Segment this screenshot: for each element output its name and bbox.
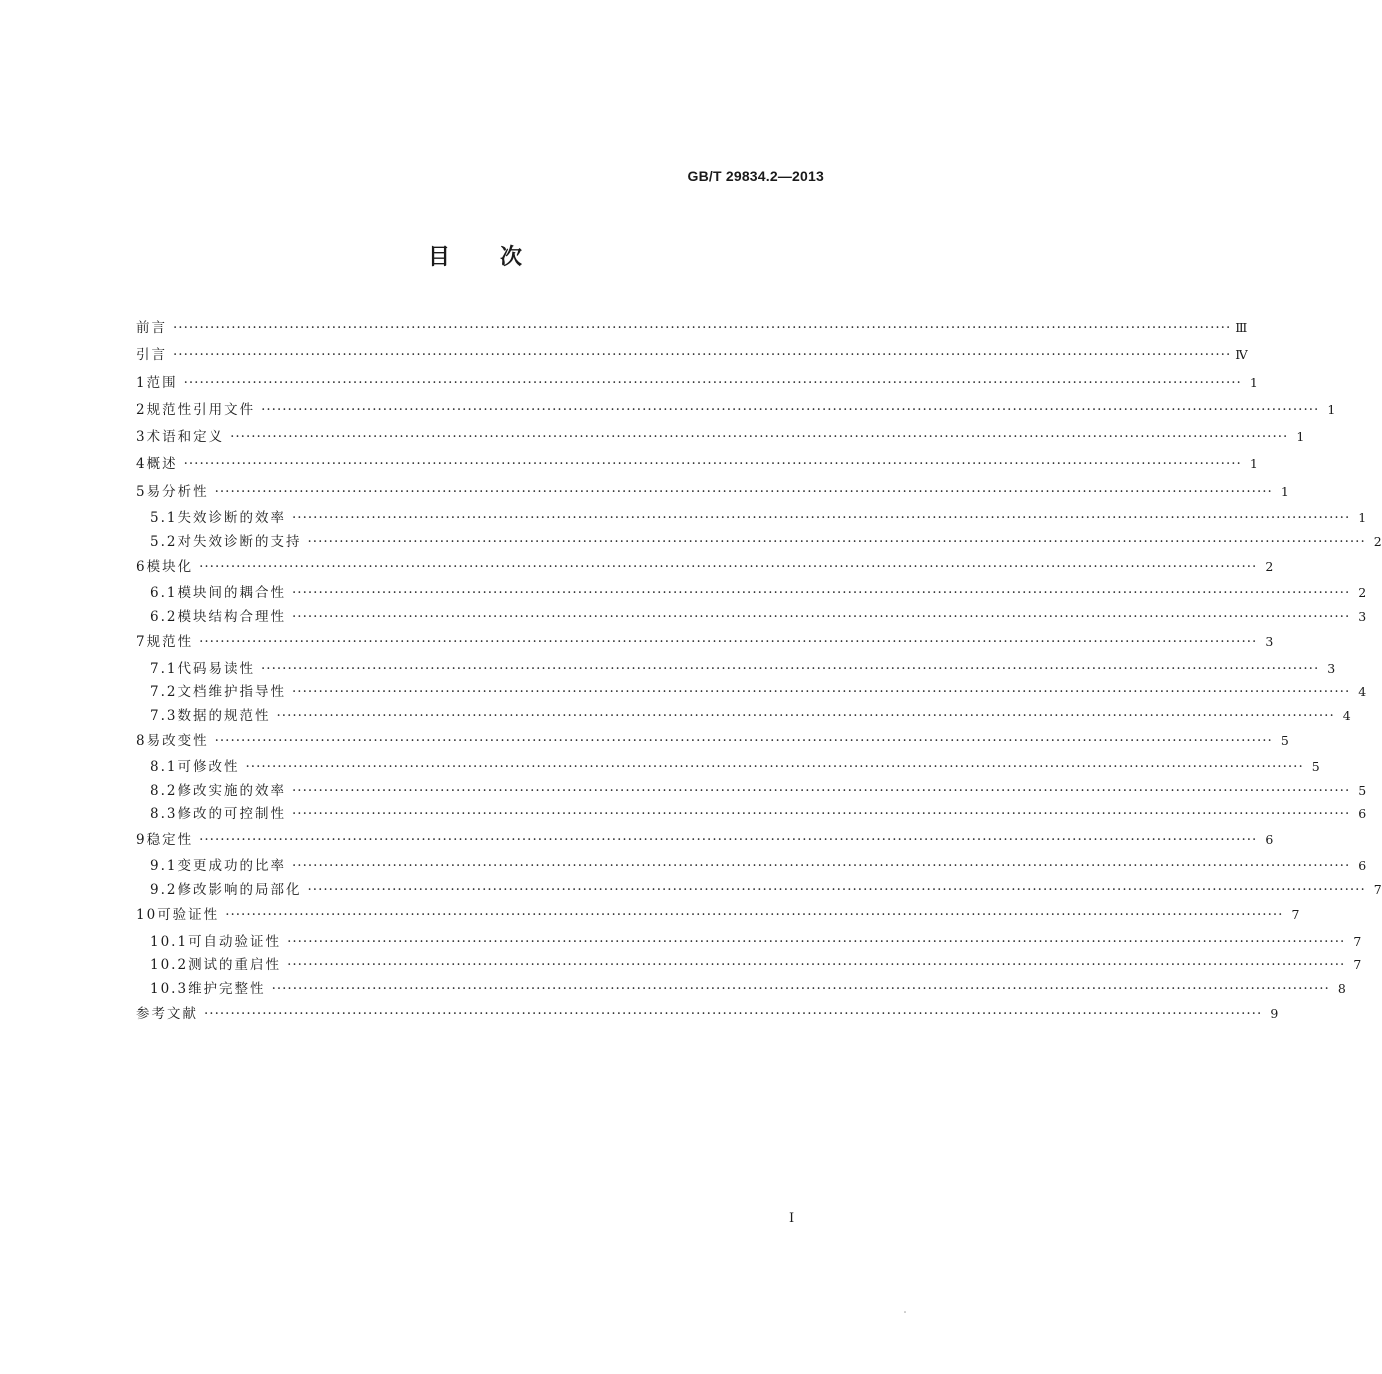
toc-entry-label: 稳定性 (146, 831, 194, 848)
dot-leader: ········································································································································································································ (271, 980, 1330, 997)
toc-entry-label: 术语和定义 (146, 429, 225, 446)
toc-entry-label: 前言 (136, 320, 167, 336)
toc-entry-label: 对失效诊断的支持 (177, 533, 302, 550)
toc-entry-page: 7 (1353, 933, 1362, 949)
toc-entry-label: 可修改性 (177, 759, 240, 776)
dot-leader: ········································································································································································································ (214, 733, 1273, 750)
page-title: 目次 (427, 245, 572, 270)
dot-leader: ········································································································································································································ (307, 881, 1366, 898)
toc-entry-label: 维护完整性 (188, 980, 266, 997)
toc-entry-page: Ⅲ (1235, 320, 1248, 335)
toc-subentry[interactable] (136, 605, 1367, 629)
toc-entry-page: 5 (1280, 733, 1289, 749)
toc-entry-label: 可自动验证性 (188, 933, 282, 950)
toc-entry-number: 9 (136, 831, 147, 848)
toc-entry-label: 概述 (146, 456, 178, 473)
dot-leader: ········································································································································································································ (291, 608, 1351, 625)
toc-entry[interactable] (136, 369, 1258, 396)
toc-entry-number: 5.2 (150, 533, 178, 550)
toc-subentry[interactable] (136, 977, 1346, 1001)
toc-entry[interactable] (136, 314, 1248, 341)
toc-entry-page: 7 (1353, 957, 1362, 973)
toc-entry-label: 失效诊断的效率 (177, 510, 286, 527)
dot-leader: ········································································································································································································ (291, 585, 1351, 602)
toc-entry-number: 7.3 (150, 707, 178, 724)
toc-entry-number: 8.3 (150, 806, 178, 823)
toc-entry-label: 测试的重启性 (188, 957, 282, 974)
dot-leader: ········································································································································································································ (291, 858, 1351, 875)
toc-entry-number: 10 (136, 907, 158, 924)
toc-entry-page: 6 (1358, 858, 1367, 874)
dot-leader: ········································································································································································································ (230, 429, 1289, 446)
toc-entry-label: 易分析性 (146, 483, 209, 500)
toc-entry-number: 9.1 (150, 858, 178, 875)
dot-leader: ········································································································································································································ (276, 707, 1335, 724)
toc-entry-page: 3 (1327, 660, 1336, 676)
toc-entry[interactable] (136, 628, 1274, 655)
toc-entry-number: 9.2 (150, 881, 178, 898)
toc-subentry[interactable] (136, 506, 1367, 530)
toc-entry[interactable] (136, 478, 1289, 505)
toc-entry-page: 8 (1337, 980, 1346, 996)
dot-leader: ········································································································································································································ (287, 933, 1346, 950)
toc-entry-label: 规范性引用文件 (146, 401, 256, 418)
dot-leader: ········································································································································································································ (204, 1006, 1263, 1023)
dot-leader: ········································································································································································································ (261, 401, 1320, 418)
toc-entry-page: 1 (1249, 456, 1258, 472)
toc-entry-label: 修改影响的局部化 (177, 881, 302, 898)
dot-leader: ········································································································································································································ (225, 907, 1284, 924)
toc-entry-page: 9 (1270, 1006, 1279, 1022)
toc-entry-number: 4 (136, 456, 147, 473)
toc-subentry[interactable] (136, 779, 1367, 803)
dot-leader: ········································································································································································································ (183, 374, 1242, 391)
toc-entry-page: 5 (1358, 782, 1367, 798)
toc-entry-label: 数据的规范性 (177, 707, 271, 724)
toc-subentry[interactable] (136, 530, 1382, 554)
toc-entry[interactable] (136, 1000, 1279, 1027)
dot-leader: ········································································································································································································ (291, 782, 1351, 799)
toc-entry-page: 1 (1249, 374, 1258, 390)
toc-entry-label: 代码易读性 (177, 660, 255, 677)
toc-entry-number: 3 (136, 429, 147, 446)
toc-entry-label: 参考文献 (136, 1006, 198, 1023)
toc-entry-page: 5 (1311, 759, 1320, 775)
toc-entry-number: 1 (136, 374, 147, 391)
toc-entry-number: 10.1 (150, 933, 189, 950)
toc-entry[interactable] (136, 396, 1336, 423)
dot-leader: ········································································································································································································ (287, 957, 1346, 974)
toc-entry[interactable] (136, 450, 1258, 477)
toc-entry-number: 7.2 (150, 684, 178, 701)
toc-entry-page: 6 (1265, 831, 1274, 847)
toc-entry-label: 修改实施的效率 (177, 782, 286, 799)
toc-entry-number: 6 (136, 559, 147, 576)
dot-leader: ········································································································································································································ (173, 320, 1232, 336)
toc-entry[interactable] (136, 553, 1274, 580)
scan-speck (903, 1310, 907, 1314)
toc-entry-number: 6.2 (150, 608, 178, 625)
toc-entry-label: 范围 (146, 374, 178, 391)
dot-leader: ········································································································································································································ (291, 684, 1351, 701)
toc-entry-label: 引言 (136, 347, 167, 364)
toc-entry-page: 4 (1342, 707, 1351, 723)
table-of-contents (136, 314, 1382, 1027)
toc-subentry[interactable] (136, 657, 1336, 681)
toc-entry-label: 可验证性 (157, 907, 220, 924)
toc-entry-number: 7.1 (150, 660, 178, 677)
dot-leader: ········································································································································································································ (260, 660, 1320, 677)
toc-entry-page: 2 (1358, 585, 1367, 601)
toc-entry-page: 1 (1280, 483, 1289, 499)
toc-entry-label: 模块结构合理性 (177, 608, 286, 625)
toc-entry-label: 修改的可控制性 (177, 806, 286, 823)
toc-entry-number: 8.1 (150, 759, 178, 776)
toc-subentry[interactable] (136, 581, 1367, 605)
toc-entry[interactable] (136, 826, 1274, 853)
toc-entry-label: 易改变性 (146, 733, 209, 750)
toc-entry-number: 8 (136, 733, 147, 750)
toc-entry-number: 8.2 (150, 782, 178, 799)
toc-entry-label: 模块化 (146, 559, 194, 576)
dot-leader: ········································································································································································································ (214, 483, 1273, 500)
toc-entry-number: 6.1 (150, 585, 178, 602)
toc-subentry[interactable] (136, 802, 1367, 826)
toc-entry-page: 6 (1358, 806, 1367, 822)
toc-subentry[interactable] (136, 854, 1367, 878)
toc-entry-page: 7 (1291, 907, 1300, 923)
toc-subentry[interactable] (136, 953, 1362, 977)
standard-code: GB/T 29834.2—2013 (687, 168, 824, 184)
dot-leader: ········································································································································································································ (183, 456, 1242, 473)
toc-entry-page: 1 (1296, 429, 1305, 445)
dot-leader: ········································································································································································································ (173, 347, 1232, 364)
toc-entry-label: 变更成功的比率 (177, 858, 286, 875)
toc-subentry[interactable] (136, 704, 1351, 728)
toc-entry-page: 3 (1265, 634, 1274, 650)
toc-subentry[interactable] (136, 930, 1362, 954)
dot-leader: ········································································································································································································ (291, 806, 1351, 823)
toc-entry[interactable] (136, 901, 1300, 928)
footer-page-number: I (789, 1211, 795, 1226)
toc-entry-page: 1 (1358, 510, 1367, 526)
toc-entry[interactable] (136, 727, 1289, 754)
toc-subentry[interactable] (136, 755, 1320, 779)
toc-entry-label: 文档维护指导性 (177, 684, 286, 701)
toc-entry-page: 2 (1373, 533, 1382, 549)
toc-entry-label: 规范性 (146, 634, 194, 651)
toc-entry-label: 模块间的耦合性 (177, 585, 286, 602)
dot-leader: ········································································································································································································ (307, 533, 1366, 550)
toc-entry-page: 4 (1358, 684, 1367, 700)
toc-entry-page: 7 (1373, 881, 1382, 897)
toc-entry-number: 5.1 (150, 510, 178, 527)
toc-entry-page: 1 (1327, 401, 1336, 417)
toc-entry-number: 5 (136, 483, 147, 500)
dot-leader: ········································································································································································································ (199, 634, 1258, 651)
toc-subentry[interactable] (136, 680, 1367, 704)
toc-entry-number: 10.3 (150, 980, 189, 997)
dot-leader: ········································································································································································································ (199, 559, 1258, 576)
toc-entry[interactable] (136, 423, 1305, 450)
toc-entry-number: 10.2 (150, 957, 189, 974)
dot-leader: ········································································································································································································ (199, 831, 1258, 848)
dot-leader: ········································································································································································································ (291, 510, 1351, 527)
toc-entry-page: 2 (1265, 559, 1274, 575)
toc-entry[interactable] (136, 341, 1248, 368)
toc-entry-page: Ⅳ (1235, 347, 1248, 363)
dot-leader: ········································································································································································································ (245, 759, 1304, 776)
toc-entry-number: 7 (136, 634, 147, 651)
toc-entry-page: 3 (1358, 608, 1367, 624)
toc-subentry[interactable] (136, 878, 1382, 902)
toc-entry-number: 2 (136, 401, 147, 418)
